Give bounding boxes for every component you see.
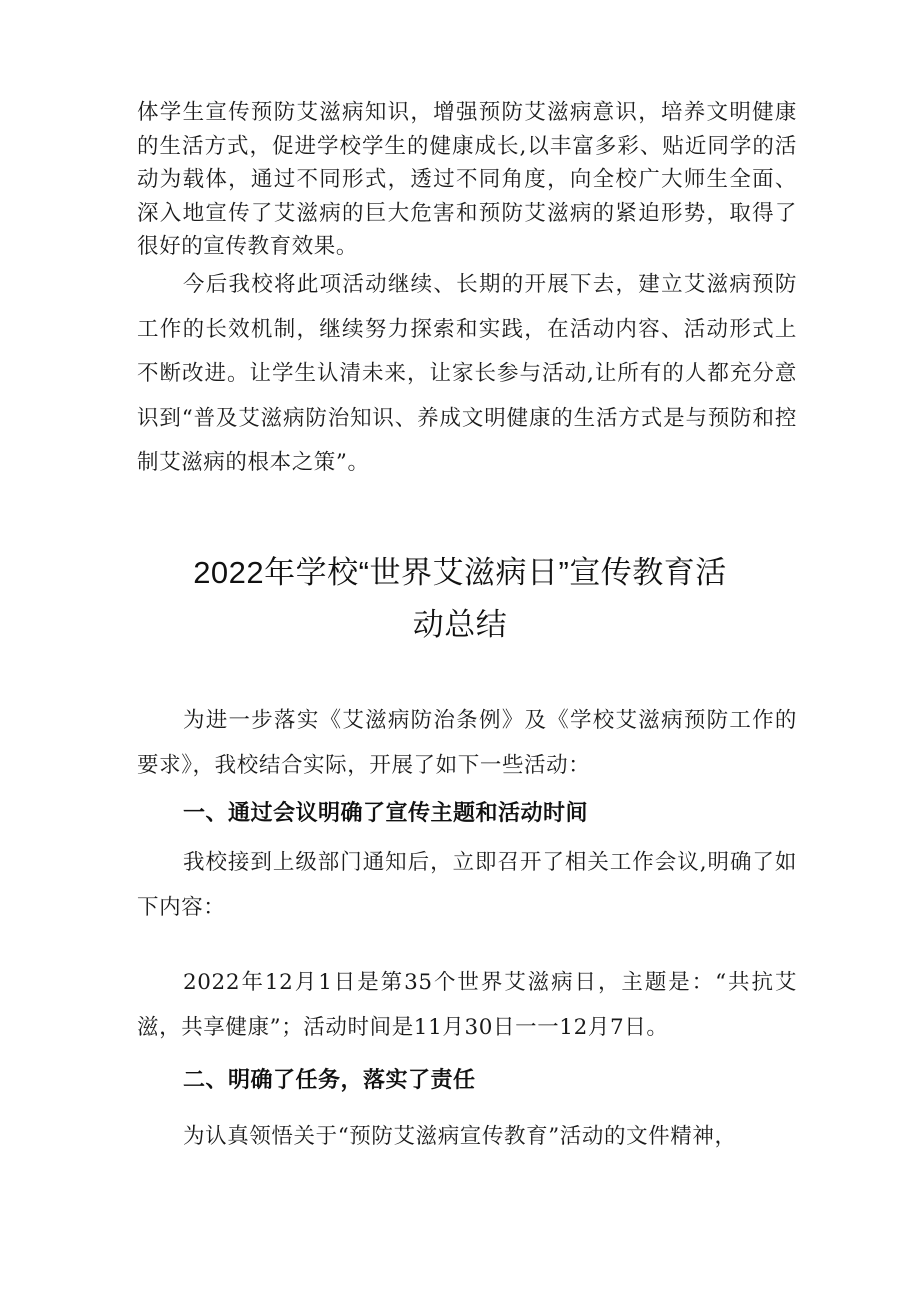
meeting-paragraph: 我校接到上级部门通知后，立即召开了相关工作会议,明确了如下内容：	[137, 850, 797, 920]
title-line-1: 2022年学校“世界艾滋病日”宣传教育活	[193, 555, 727, 590]
date-theme-paragraph: 2022年12月1日是第35个世界艾滋病日，主题是：“共抗艾滋，共享健康”；活动时间是11月30日一一12月7日。	[137, 970, 797, 1040]
intro-paragraph: 为进一步落实《艾滋病防治条例》及《学校艾滋病预防工作的要求》，我校结合实际，开展了如下一些活动：	[137, 708, 797, 778]
section-heading-2: 二、明确了任务，落实了责任	[183, 1068, 476, 1093]
document-title	[100, 547, 820, 651]
final-paragraph: 为认真领悟关于“预防艾滋病宣传教育”活动的文件精神，	[183, 1124, 737, 1149]
title-line-2: 动总结	[412, 607, 508, 642]
continuation-paragraph: 体学生宣传预防艾滋病知识，增强预防艾滋病意识，培养文明健康的生活方式，促进学校学生的健康成长,以丰富多彩、贴近同学的活动为载体，通过不同形式，透过不同角度，向全校广大师生全面、深入地宣传了艾滋病的巨大危害和预防艾滋病的紧迫形势，取得了很好的宣传教育效果。	[137, 100, 797, 259]
future-plan-paragraph: 今后我校将此项活动继续、长期的开展下去，建立艾滋病预防工作的长效机制，继续努力探索和实践，在活动内容、活动形式上不断改进。让学生认清未来，让家长参与活动,让所有的人都充分意识到“普及艾滋病防治知识、养成文明健康的生活方式是与预防和控制艾滋病的根本之策”。	[137, 272, 797, 475]
section-heading-1: 一、通过会议明确了宣传主题和活动时间	[183, 801, 589, 826]
